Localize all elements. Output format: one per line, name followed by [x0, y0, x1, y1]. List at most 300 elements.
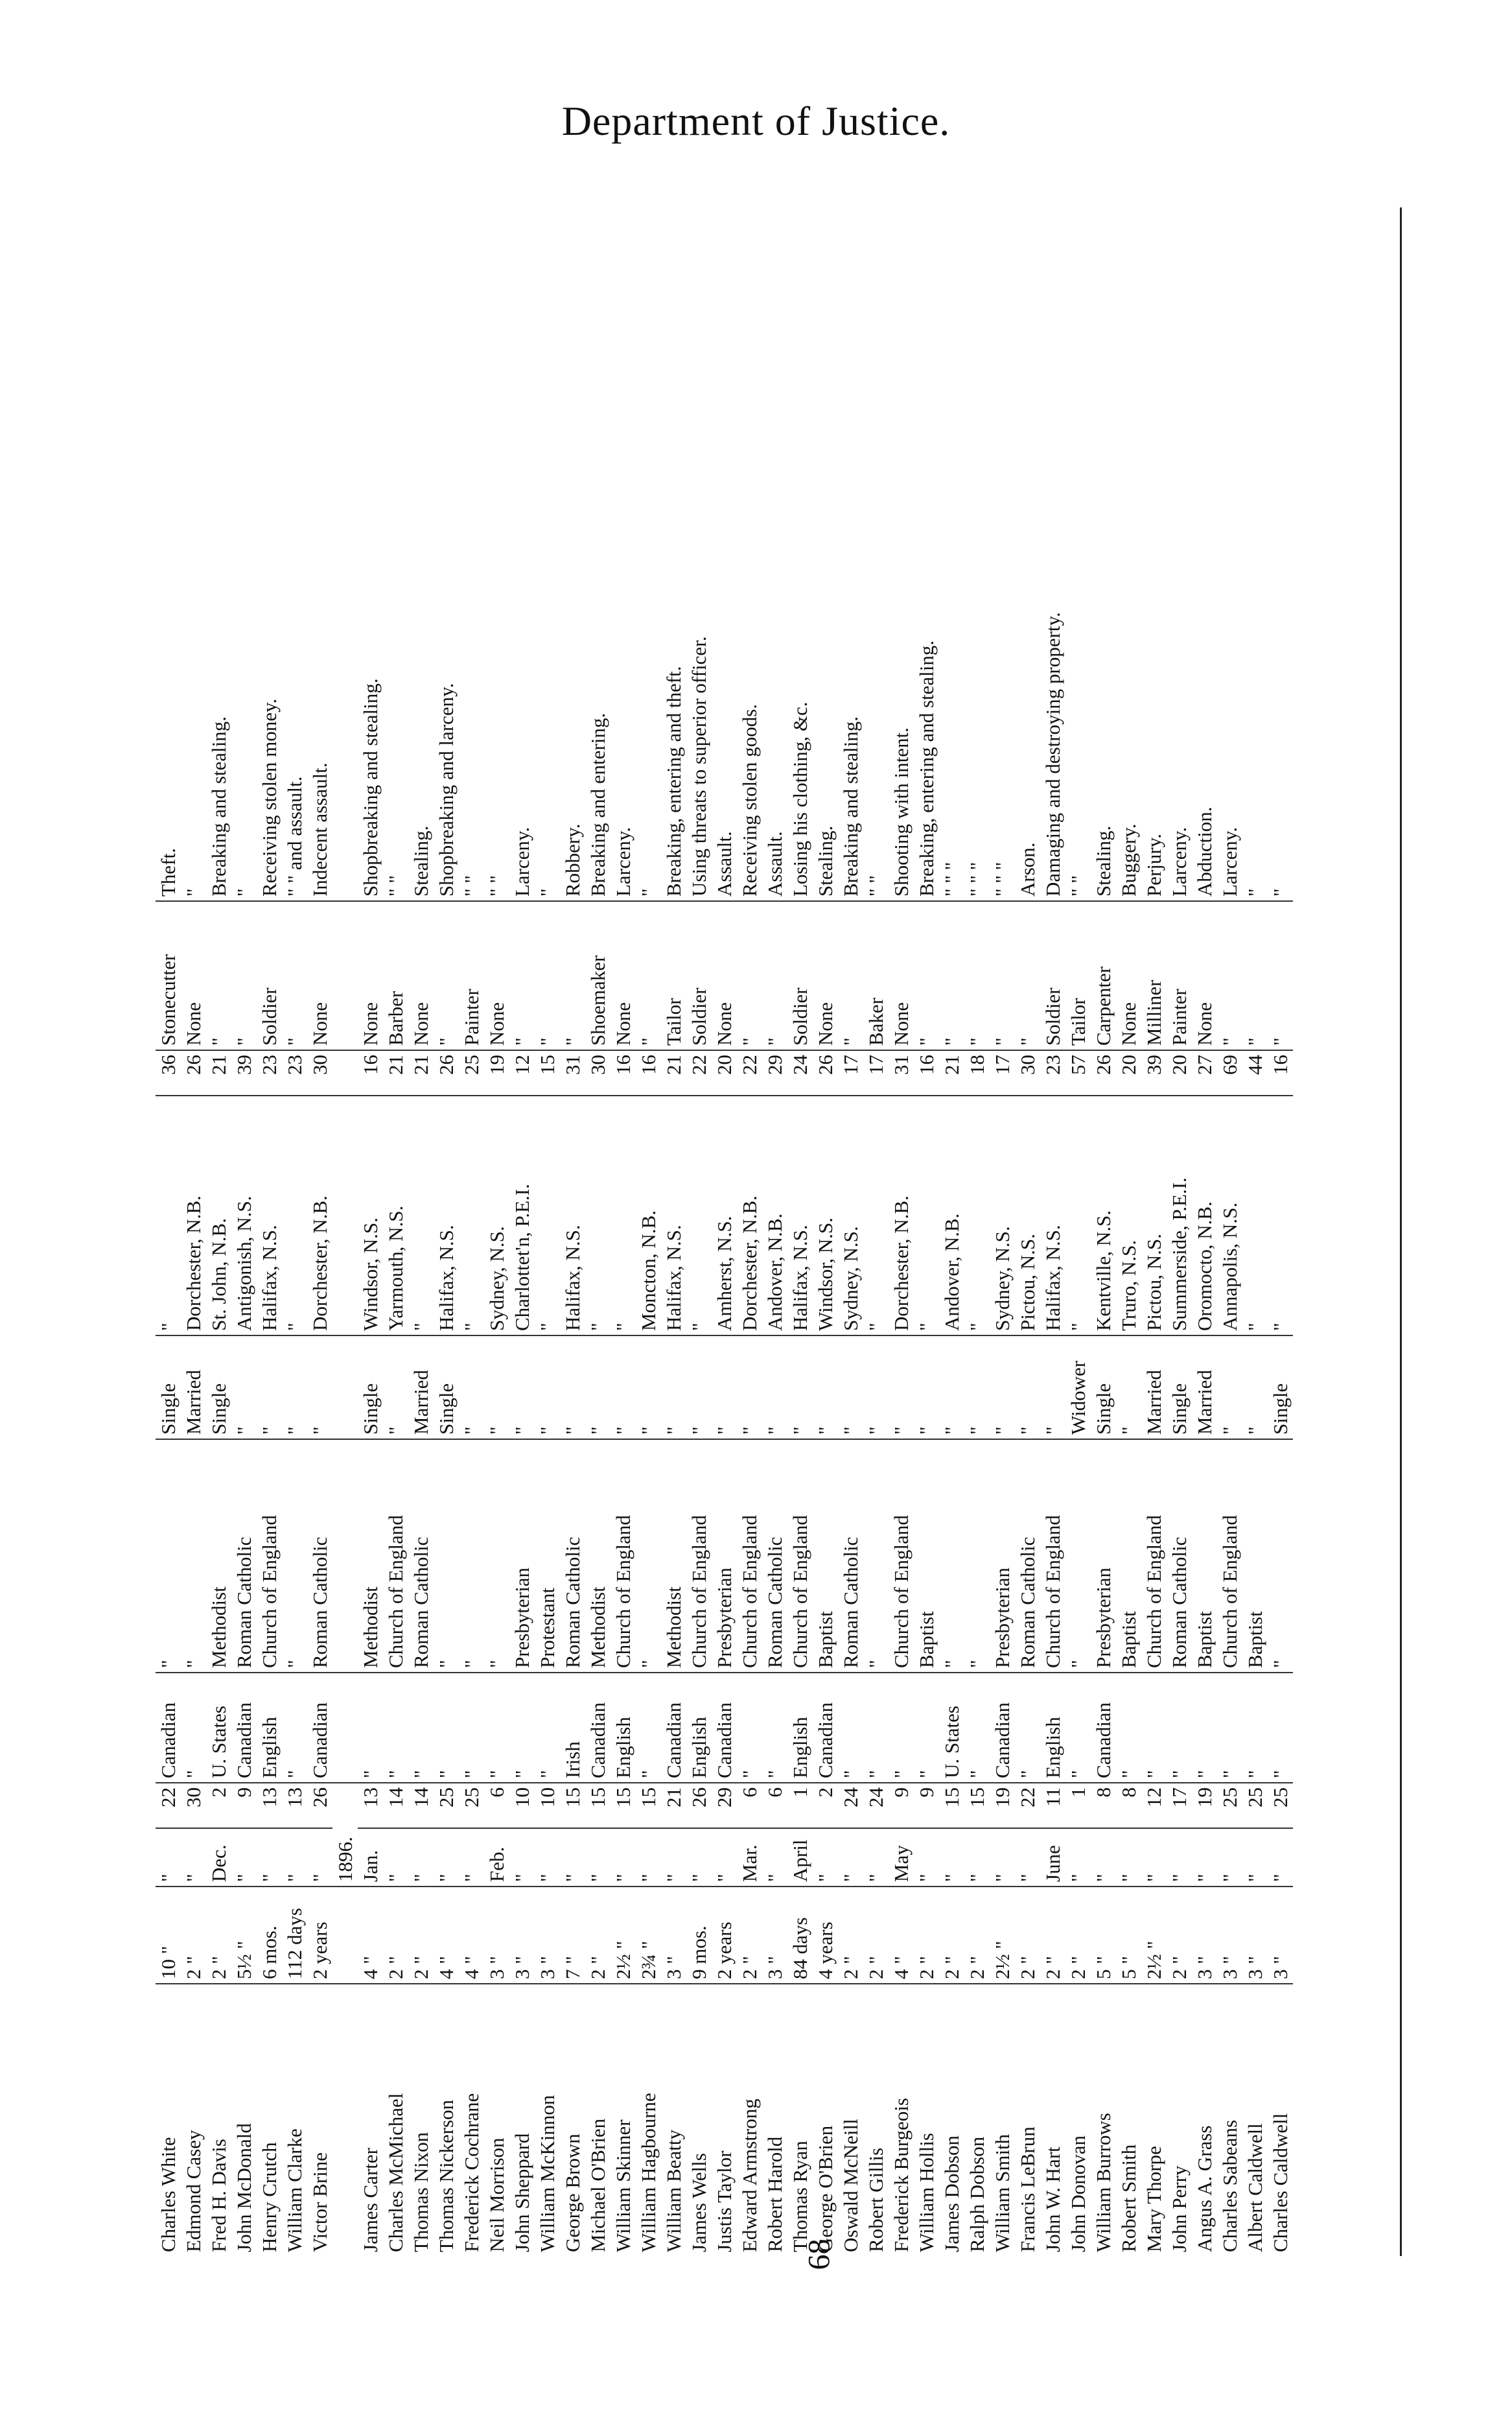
cell-day: 6: [484, 1783, 509, 1828]
table-row: [560, 207, 585, 2256]
cell-place: ": [686, 1096, 712, 1335]
cell-place: Andover, N.B.: [762, 1096, 787, 1335]
cell-crime: Stealing.: [1091, 207, 1116, 901]
cell-month: ": [231, 1828, 257, 1887]
cell-religion: ": [1065, 1439, 1091, 1673]
cell-age: 21: [206, 1050, 231, 1096]
table-row: [914, 207, 939, 2256]
cell-religion: Church of England: [257, 1439, 282, 1673]
cell-place: ": [156, 1096, 181, 1335]
table-row: [1167, 207, 1192, 2256]
cell-age: 21: [408, 1050, 434, 1096]
cell-day: 9: [889, 1783, 914, 1828]
cell-term: 6 mos.: [257, 1887, 282, 1984]
cell-nationality: ": [408, 1673, 434, 1783]
cell-term: 5 ": [1091, 1887, 1116, 1984]
cell-name: James Wells: [688, 2153, 710, 2252]
cell-crime: Larceny.: [509, 207, 535, 901]
cell-place: Oromocto, N.B.: [1192, 1096, 1217, 1335]
cell-month: ": [282, 1828, 307, 1887]
cell-name: Michael O'Brien: [587, 2118, 609, 2252]
table-row: [1268, 207, 1293, 2256]
cell-term: 2 ": [1167, 1887, 1192, 1984]
cell-term: 4 ": [459, 1887, 484, 1984]
cell-crime: Breaking and stealing.: [838, 207, 863, 901]
cell-religion: Church of England: [383, 1439, 408, 1673]
cell-status: ": [686, 1335, 712, 1439]
table-row: [636, 207, 661, 2256]
cell-crime: Receiving stolen money.: [257, 207, 282, 901]
cell-name: Robert Smith: [1117, 2144, 1140, 2252]
cell-name: John Sheppard: [511, 2133, 533, 2252]
cell-age: 20: [712, 1050, 737, 1096]
cell-religion: Presbyterian: [990, 1439, 1015, 1673]
cell-month: ": [1091, 1828, 1116, 1887]
cell-religion: ": [863, 1439, 889, 1673]
cell-occupation: None: [813, 901, 838, 1050]
cell-month: ": [1217, 1828, 1242, 1887]
cell-term: 112 days: [282, 1887, 307, 1984]
table-row: [181, 207, 206, 2256]
cell-occupation: ": [1015, 901, 1040, 1050]
cell-crime: " " and assault.: [282, 207, 307, 901]
cell-religion: Presbyterian: [509, 1439, 535, 1673]
cell-nationality: U. States: [206, 1673, 231, 1783]
cell-month: ": [813, 1828, 838, 1887]
cell-nationality: Canadian: [813, 1673, 838, 1783]
table-row: [787, 207, 813, 2256]
cell-nationality: Canadian: [990, 1673, 1015, 1783]
cell-age: 31: [889, 1050, 914, 1096]
cell-day: 9: [914, 1783, 939, 1828]
cell-place: Dorchester, N.B.: [307, 1096, 332, 1335]
cell-crime: " " ": [990, 207, 1015, 901]
cell-term: 3 ": [1217, 1887, 1242, 1984]
cell-name: Frederick Burgeois: [890, 2098, 913, 2252]
table-row: [990, 207, 1015, 2256]
cell-age: 12: [509, 1050, 535, 1096]
cell-status: ": [257, 1335, 282, 1439]
cell-crime: Buggery.: [1116, 207, 1141, 901]
cell-term: 9 mos.: [686, 1887, 712, 1984]
cell-place: St. John, N.B.: [206, 1096, 231, 1335]
table-row: [686, 207, 712, 2256]
cell-crime: Breaking, entering and theft.: [661, 207, 686, 901]
cell-religion: Roman Catholic: [762, 1439, 787, 1673]
cell-month: ": [156, 1828, 181, 1887]
cell-month: ": [1242, 1828, 1268, 1887]
cell-term: 2½ ": [1141, 1887, 1167, 1984]
cell-religion: Roman Catholic: [231, 1439, 257, 1673]
cell-status: ": [231, 1335, 257, 1439]
cell-occupation: ": [1217, 901, 1242, 1050]
right-border-rule: [1400, 207, 1402, 2256]
cell-day: 2: [206, 1783, 231, 1828]
cell-month: ": [914, 1828, 939, 1887]
cell-name: William Burrows: [1092, 2113, 1115, 2252]
cell-term: 2 ": [1065, 1887, 1091, 1984]
cell-place: Yarmouth, N.S.: [383, 1096, 408, 1335]
cell-month: ": [1141, 1828, 1167, 1887]
cell-day: 24: [863, 1783, 889, 1828]
cell-day: 6: [762, 1783, 787, 1828]
cell-status: ": [1242, 1335, 1268, 1439]
cell-religion: Church of England: [686, 1439, 712, 1673]
cell-crime: Indecent assault.: [307, 207, 332, 901]
cell-term: 3 ": [484, 1887, 509, 1984]
cell-month: ": [964, 1828, 990, 1887]
cell-age: 23: [1040, 1050, 1065, 1096]
cell-name: William Smith: [991, 2134, 1014, 2252]
cell-day: 15: [560, 1783, 585, 1828]
cell-occupation: ": [838, 901, 863, 1050]
cell-name: Neil Morrison: [485, 2137, 508, 2252]
cell-term: 2 ": [939, 1887, 964, 1984]
cell-age: 15: [535, 1050, 560, 1096]
cell-religion: ": [636, 1439, 661, 1673]
cell-status: Single: [1268, 1335, 1293, 1439]
cell-place: Kentville, N.S.: [1091, 1096, 1116, 1335]
cell-status: ": [1116, 1335, 1141, 1439]
cell-nationality: ": [1217, 1673, 1242, 1783]
cell-crime: Larceny.: [611, 207, 636, 901]
cell-place: ": [1268, 1096, 1293, 1335]
cell-nationality: ": [459, 1673, 484, 1783]
cell-day: 12: [1141, 1783, 1167, 1828]
cell-age: 22: [737, 1050, 762, 1096]
cell-term: 4 ": [358, 1887, 383, 1984]
cell-nationality: ": [1116, 1673, 1141, 1783]
cell-nationality: Canadian: [661, 1673, 686, 1783]
cell-nationality: ": [282, 1673, 307, 1783]
cell-place: Sydney, N.S.: [838, 1096, 863, 1335]
cell-day: 25: [459, 1783, 484, 1828]
table-row: [939, 207, 964, 2256]
cell-nationality: Canadian: [1091, 1673, 1116, 1783]
cell-place: Halifax, N.S.: [257, 1096, 282, 1335]
cell-nationality: ": [1065, 1673, 1091, 1783]
cell-day: 8: [1116, 1783, 1141, 1828]
page-title: Department of Justice.: [561, 98, 951, 144]
cell-nationality: Canadian: [231, 1673, 257, 1783]
cell-month: ": [990, 1828, 1015, 1887]
cell-month: ": [535, 1828, 560, 1887]
cell-day: 15: [964, 1783, 990, 1828]
cell-status: ": [1040, 1335, 1065, 1439]
table-row: [408, 207, 434, 2256]
cell-occupation: None: [181, 901, 206, 1050]
cell-place: Halifax, N.S.: [787, 1096, 813, 1335]
cell-occupation: ": [231, 901, 257, 1050]
cell-name: Mary Thorpe: [1143, 2146, 1165, 2252]
cell-status: ": [863, 1335, 889, 1439]
cell-name: Thomas Nickerson: [435, 2099, 458, 2252]
cell-nationality: English: [787, 1673, 813, 1783]
cell-religion: Church of England: [1217, 1439, 1242, 1673]
cell-age: 21: [939, 1050, 964, 1096]
cell-nationality: ": [914, 1673, 939, 1783]
table-row: [509, 207, 535, 2256]
cell-place: Windsor, N.S.: [358, 1096, 383, 1335]
cell-term: 2 ": [408, 1887, 434, 1984]
cell-nationality: Canadian: [712, 1673, 737, 1783]
cell-term: 2 ": [206, 1887, 231, 1984]
table-row: [964, 207, 990, 2256]
cell-name: William Clarke: [283, 2128, 306, 2252]
table-body: [156, 207, 1293, 2256]
cell-status: ": [813, 1335, 838, 1439]
cell-crime: Receiving stolen goods.: [737, 207, 762, 901]
cell-crime: Breaking, entering and stealing.: [914, 207, 939, 901]
cell-day: 10: [509, 1783, 535, 1828]
cell-name: James Carter: [359, 2148, 382, 2252]
cell-day: 17: [1167, 1783, 1192, 1828]
table-row: [1040, 207, 1065, 2256]
cell-status: ": [661, 1335, 686, 1439]
cell-month: ": [712, 1828, 737, 1887]
cell-month: ": [509, 1828, 535, 1887]
cell-occupation: ": [282, 901, 307, 1050]
cell-status: Single: [358, 1335, 383, 1439]
table-row: [1116, 207, 1141, 2256]
cell-age: 21: [661, 1050, 686, 1096]
cell-nationality: ": [535, 1673, 560, 1783]
cell-day: 15: [611, 1783, 636, 1828]
cell-place: ": [964, 1096, 990, 1335]
cell-month: ": [939, 1828, 964, 1887]
cell-term: 3 ": [1192, 1887, 1217, 1984]
cell-name: Victor Brine: [308, 2152, 331, 2252]
cell-age: 26: [1091, 1050, 1116, 1096]
cell-term: 2 ": [863, 1887, 889, 1984]
cell-day: 13: [358, 1783, 383, 1828]
cell-status: ": [383, 1335, 408, 1439]
cell-name: Charles McMichael: [384, 2093, 407, 2252]
cell-status: ": [585, 1335, 611, 1439]
cell-day: 25: [1268, 1783, 1293, 1828]
cell-term: 2¾ ": [636, 1887, 661, 1984]
cell-occupation: ": [206, 901, 231, 1050]
cell-name: Oswald McNeill: [839, 2119, 862, 2252]
table-row: [535, 207, 560, 2256]
cell-crime: " ": [863, 207, 889, 901]
cell-term: 5 ": [1116, 1887, 1141, 1984]
cell-crime: Losing his clothing, &c.: [787, 207, 813, 901]
cell-age: 19: [484, 1050, 509, 1096]
cell-crime: Arson.: [1015, 207, 1040, 901]
cell-nationality: English: [257, 1673, 282, 1783]
table-row: [1192, 207, 1217, 2256]
cell-month: Jan.: [358, 1828, 383, 1887]
cell-name: William McKinnon: [536, 2095, 559, 2252]
cell-term: 2 ": [1015, 1887, 1040, 1984]
cell-religion: Baptist: [813, 1439, 838, 1673]
cell-age: 23: [282, 1050, 307, 1096]
cell-month: ": [307, 1828, 332, 1887]
cell-place: Halifax, N.S.: [1040, 1096, 1065, 1335]
cell-name: William Beatty: [662, 2129, 685, 2252]
cell-month: ": [838, 1828, 863, 1887]
cell-age: 21: [383, 1050, 408, 1096]
cell-day: 10: [535, 1783, 560, 1828]
cell-nationality: ": [964, 1673, 990, 1783]
table-row: [206, 207, 231, 2256]
cell-place: Dorchester, N.B.: [181, 1096, 206, 1335]
cell-status: ": [964, 1335, 990, 1439]
cell-month: ": [863, 1828, 889, 1887]
table-row: [231, 207, 257, 2256]
cell-crime: Assault.: [762, 207, 787, 901]
cell-status: ": [307, 1335, 332, 1439]
cell-term: 2 ": [838, 1887, 863, 1984]
table-row: [257, 207, 282, 2256]
empty-cell: [332, 1673, 358, 1783]
cell-crime: Shopbreaking and larceny.: [434, 207, 459, 901]
cell-term: 7 ": [560, 1887, 585, 1984]
cell-nationality: ": [863, 1673, 889, 1783]
cell-age: 24: [787, 1050, 813, 1096]
cell-status: Married: [408, 1335, 434, 1439]
cell-religion: Baptist: [1192, 1439, 1217, 1673]
cell-term: 3 ": [535, 1887, 560, 1984]
cell-term: 4 ": [889, 1887, 914, 1984]
cell-occupation: ": [964, 901, 990, 1050]
cell-term: 2 ": [964, 1887, 990, 1984]
cell-place: Sydney, N.S.: [990, 1096, 1015, 1335]
cell-nationality: ": [1242, 1673, 1268, 1783]
cell-status: Single: [1167, 1335, 1192, 1439]
cell-crime: Abduction.: [1192, 207, 1217, 901]
cell-day: 24: [838, 1783, 863, 1828]
cell-nationality: ": [889, 1673, 914, 1783]
table-row: [156, 207, 181, 2256]
table-row: [282, 207, 307, 2256]
cell-nationality: ": [762, 1673, 787, 1783]
cell-age: 23: [257, 1050, 282, 1096]
cell-day: 15: [636, 1783, 661, 1828]
cell-status: ": [712, 1335, 737, 1439]
cell-status: Single: [156, 1335, 181, 1439]
cell-month: ": [560, 1828, 585, 1887]
cell-crime: Shooting with intent.: [889, 207, 914, 901]
cell-nationality: ": [636, 1673, 661, 1783]
cell-name: John McDonald: [233, 2123, 255, 2252]
empty-cell: [332, 901, 358, 1050]
cell-place: Truro, N.S.: [1116, 1096, 1141, 1335]
cell-nationality: Canadian: [307, 1673, 332, 1783]
cell-name: Thomas Ryan: [789, 2141, 811, 2252]
records-table-container: [156, 207, 1400, 2256]
cell-crime: Stealing.: [408, 207, 434, 901]
cell-day: 29: [712, 1783, 737, 1828]
cell-name: Charles Sabeans: [1218, 2119, 1241, 2252]
table-row: [712, 207, 737, 2256]
cell-term: 2½ ": [611, 1887, 636, 1984]
cell-place: ": [1065, 1096, 1091, 1335]
cell-status: ": [636, 1335, 661, 1439]
cell-occupation: Soldier: [787, 901, 813, 1050]
cell-crime: Stealing.: [813, 207, 838, 901]
cell-day: 8: [1091, 1783, 1116, 1828]
cell-term: 2 years: [307, 1887, 332, 1984]
cell-status: ": [1217, 1335, 1242, 1439]
cell-name: William Hollis: [915, 2133, 938, 2252]
cell-day: 21: [661, 1783, 686, 1828]
cell-day: 30: [181, 1783, 206, 1828]
table-row: [661, 207, 686, 2256]
table-row: [1217, 207, 1242, 2256]
cell-crime: " " ": [939, 207, 964, 901]
cell-term: 4 years: [813, 1887, 838, 1984]
cell-day: 19: [1192, 1783, 1217, 1828]
table-row: [1065, 207, 1091, 2256]
cell-name: Henry Crutch: [258, 2142, 281, 2252]
cell-crime: ": [636, 207, 661, 901]
cell-nationality: ": [1268, 1673, 1293, 1783]
cell-occupation: ": [535, 901, 560, 1050]
cell-term: 2 years: [712, 1887, 737, 1984]
cell-nationality: ": [737, 1673, 762, 1783]
cell-religion: Presbyterian: [712, 1439, 737, 1673]
cell-nationality: U. States: [939, 1673, 964, 1783]
cell-month: ": [585, 1828, 611, 1887]
cell-name: Thomas Nixon: [410, 2132, 432, 2252]
table-row: [813, 207, 838, 2256]
cell-occupation: Soldier: [1040, 901, 1065, 1050]
convict-records-table: [156, 207, 1293, 2256]
page-number: 68: [802, 2239, 837, 2270]
cell-nationality: ": [181, 1673, 206, 1783]
cell-month: ": [434, 1828, 459, 1887]
cell-occupation: ": [762, 901, 787, 1050]
cell-place: ": [459, 1096, 484, 1335]
cell-religion: Roman Catholic: [1167, 1439, 1192, 1673]
cell-crime: " ": [484, 207, 509, 901]
cell-religion: ": [939, 1439, 964, 1673]
cell-place: Dorchester, N.B.: [737, 1096, 762, 1335]
cell-day: 15: [939, 1783, 964, 1828]
cell-status: ": [611, 1335, 636, 1439]
cell-occupation: Shoemaker: [585, 901, 611, 1050]
cell-day: 14: [408, 1783, 434, 1828]
cell-day: 26: [686, 1783, 712, 1828]
cell-age: 17: [838, 1050, 863, 1096]
cell-term: 3 ": [762, 1887, 787, 1984]
cell-place: Halifax, N.S.: [661, 1096, 686, 1335]
cell-day: 13: [282, 1783, 307, 1828]
cell-name: Ralph Dobson: [966, 2136, 988, 2252]
cell-term: 3 ": [1242, 1887, 1268, 1984]
cell-age: 44: [1242, 1050, 1268, 1096]
cell-status: ": [787, 1335, 813, 1439]
cell-occupation: Painter: [459, 901, 484, 1050]
cell-religion: Methodist: [358, 1439, 383, 1673]
cell-nationality: Canadian: [156, 1673, 181, 1783]
cell-day: 14: [383, 1783, 408, 1828]
cell-day: 25: [1217, 1783, 1242, 1828]
cell-nationality: English: [611, 1673, 636, 1783]
cell-status: ": [939, 1335, 964, 1439]
table-row: [307, 207, 332, 2256]
table-row: [434, 207, 459, 2256]
cell-term: 2½ ": [990, 1887, 1015, 1984]
cell-term: 2 ": [181, 1887, 206, 1984]
cell-place: ": [535, 1096, 560, 1335]
cell-status: ": [1015, 1335, 1040, 1439]
cell-religion: ": [181, 1439, 206, 1673]
cell-place: ": [282, 1096, 307, 1335]
cell-occupation: Soldier: [257, 901, 282, 1050]
